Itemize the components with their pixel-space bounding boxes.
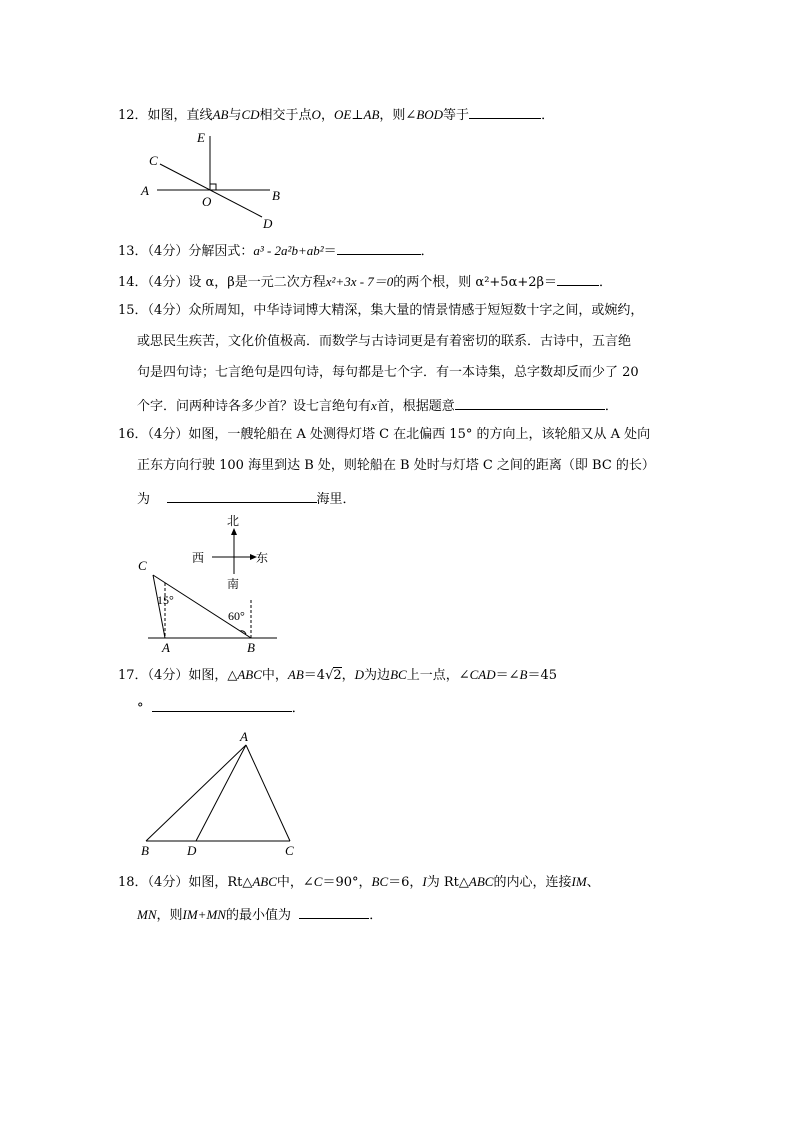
q18-var-abc2: ABC (468, 874, 494, 889)
q17-text-b: 中， (261, 668, 288, 683)
q15-line3: 句是四句诗；七言绝句是四句诗，每句都是七个字．有一本诗集，总字数却反而少了 20 (137, 365, 639, 380)
q18-text-e: 为 Rt△ (426, 875, 469, 890)
q18-var-abc: ABC (252, 874, 277, 889)
compass-north-label: 北 (227, 514, 240, 528)
q17-text-h: ＝45 (527, 668, 557, 683)
q15-line4-a: 个字．问两种诗各多少首？设七言绝句有 (137, 399, 372, 414)
q18-end: ． (369, 908, 383, 923)
q12-label-d: D (263, 216, 273, 231)
q17-label-c: C (285, 843, 294, 858)
q18-line2 (137, 904, 382, 922)
q12-text-d: ， (320, 108, 334, 123)
q12-text-b: 与 (228, 108, 242, 123)
q18-text-b: 中，∠ (276, 875, 314, 890)
q12-var-ab2: AB (363, 107, 380, 122)
q18-text-i: 的最小值为 (225, 908, 291, 923)
q16-line3-b: 海里． (316, 492, 356, 507)
q15-line1: 15．（4分）众所周知，中华诗词博大精深，集大量的情景情感于短短数十字之间，或婉约， (118, 303, 644, 318)
q12-label-a: A (141, 183, 149, 198)
q12-text-f: 等于 (443, 108, 470, 123)
q15-end: ． (604, 399, 618, 414)
q13-eq: ＝ (323, 244, 337, 259)
q17-text-c: ＝4 (303, 668, 326, 683)
q17-label-b: B (141, 843, 149, 858)
q17-sqrt-sign: √ (325, 668, 334, 683)
q17-var-b: B (519, 667, 528, 682)
compass-west-label: 西 (192, 551, 205, 565)
q17-text-d: ， (341, 668, 355, 683)
q12-number: 12． (118, 108, 148, 123)
q16-line2: 正东方向行驶 100 海里到达 B 处，则轮船在 B 处时与灯塔 C 之间的距离（即 BC 的长） (137, 458, 655, 473)
q12-var-oe: OE (333, 107, 352, 122)
q13-expression: a³ - 2a²b+ab² (253, 243, 324, 258)
q17-degree: ° (137, 701, 144, 716)
q17-text-f: 上一点，∠ (406, 668, 470, 683)
q18-text-a: 18．（4分）如图，Rt△ (118, 875, 253, 890)
q17-label-a: A (240, 729, 248, 744)
q18-text-c: ＝90°， (322, 875, 372, 890)
q18-answer-blank[interactable] (299, 904, 369, 919)
q17-text-a: 17．（4分）如图，△ (118, 668, 238, 683)
q13-number: 13．（4分）分解因式： (118, 244, 254, 259)
q14-equation: x²+3x - 7＝0 (325, 274, 394, 289)
q17-var-cad: CAD (469, 667, 496, 682)
q14-text-b: 的两个根，则 α²+5α+2β＝ (393, 275, 558, 290)
q12-var-ab: AB (212, 107, 229, 122)
q12-var-cd: CD (241, 107, 260, 122)
q12-end: ． (541, 108, 555, 123)
q12-label-e: E (197, 130, 205, 145)
q12-text-a: 如图，直线 (147, 108, 213, 123)
q18-var-im: IM (571, 874, 587, 889)
q17-end: ． (291, 701, 305, 716)
compass-south-label: 南 (227, 577, 240, 591)
q18-var-c: C (313, 874, 323, 889)
q14-end: ． (599, 275, 613, 290)
q18-var-bc: BC (371, 874, 389, 889)
q17-var-bc: BC (390, 667, 407, 682)
q15-line2: 或思民生疾苦，文化价值极高．而数学与古诗词更是有着密切的联系．古诗中，五言绝 (137, 334, 632, 349)
q18-text-h: ，则 (156, 908, 183, 923)
q18-var-i: I (422, 874, 427, 889)
q18-line1 (118, 873, 600, 891)
q16-label-c: C (138, 558, 147, 573)
q16-angle-15: 15° (157, 593, 174, 607)
q18-var-im-mn: IM+MN (182, 907, 226, 922)
q12-label-b: B (272, 188, 280, 203)
compass-east-label: 东 (256, 551, 269, 565)
q13-end: ． (420, 244, 434, 259)
q12-label-o: O (202, 194, 212, 209)
q16-angle-60: 60° (228, 609, 245, 623)
q12-text-e: ，则∠ (379, 108, 417, 123)
q18-text-f: 的内心，连接 (493, 875, 572, 890)
q17-text-g: ＝∠ (495, 668, 520, 683)
q12-var-bod: BOD (416, 107, 444, 122)
q17-label-d: D (187, 843, 197, 858)
q15-line4-b: 首，根据题意 (376, 399, 455, 414)
q18-var-mn: MN (137, 907, 157, 922)
q12-perp: ⊥ (351, 108, 364, 123)
q15-var-x: x (371, 398, 377, 413)
q16-line3-a: 为 (137, 492, 151, 507)
q17-var-abc: ABC (237, 667, 262, 682)
q17-var-d: D (354, 667, 365, 682)
q17-sqrt-value: 2 (333, 668, 342, 683)
q14-text-a: 14．（4分）设 α，β是一元二次方程 (118, 275, 326, 290)
q16-label-b: B (247, 640, 255, 655)
q12-var-o: O (311, 107, 321, 122)
q17-text-e: 为边 (364, 668, 391, 683)
q18-text-g: 、 (586, 875, 600, 890)
q16-line1: 16．（4分）如图，一艘轮船在 A 处测得灯塔 C 在北偏西 15° 的方向上，该轮船又从 A 处向 (118, 427, 651, 442)
q18-text-d: ＝6， (388, 875, 423, 890)
q12-label-c: C (149, 153, 158, 168)
q12-text-c: 相交于点 (259, 108, 312, 123)
q16-label-a: A (162, 640, 170, 655)
q17-var-ab: AB (287, 667, 304, 682)
